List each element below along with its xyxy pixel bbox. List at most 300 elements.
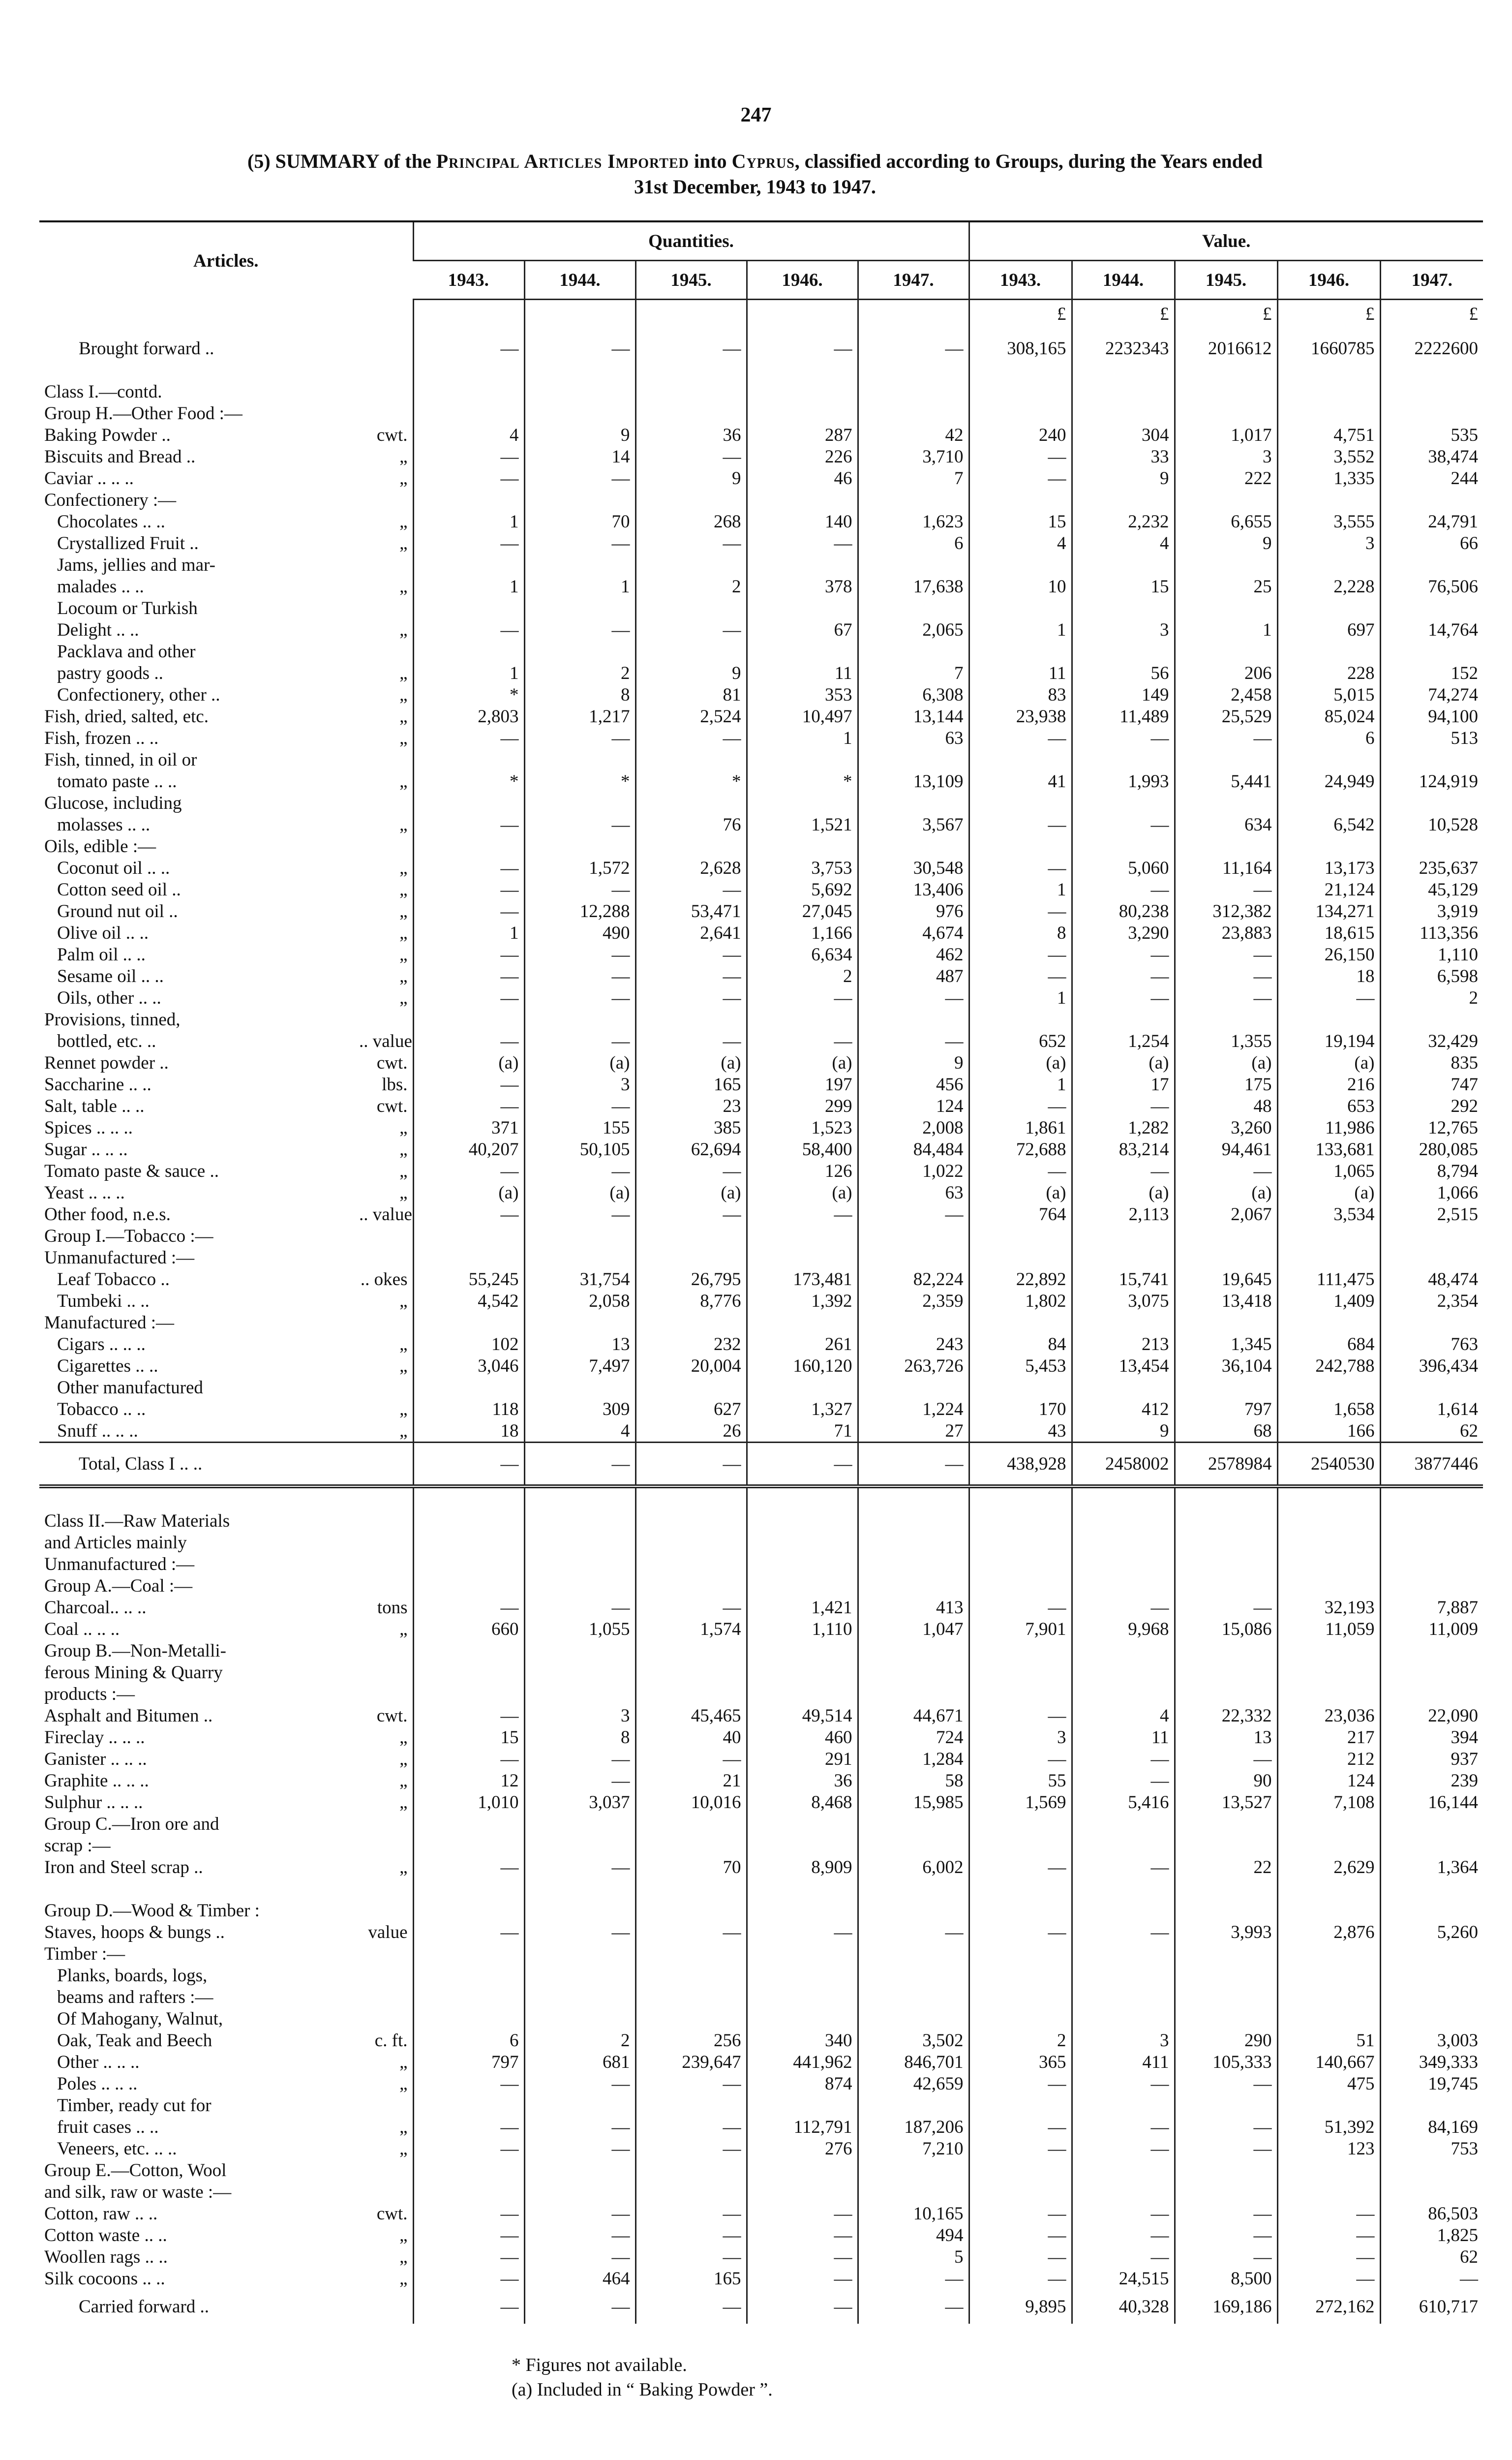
quantity-cell: — bbox=[747, 1203, 858, 1225]
empty-cell bbox=[1175, 1900, 1277, 1921]
quantity-cell: 309 bbox=[524, 1398, 635, 1420]
quantity-cell: — bbox=[524, 1030, 635, 1052]
quantity-cell: 9 bbox=[635, 662, 747, 684]
empty-cell bbox=[1072, 1377, 1175, 1398]
empty-cell bbox=[413, 1575, 524, 1597]
empty-cell bbox=[413, 1247, 524, 1268]
quantity-cell: 45,465 bbox=[635, 1705, 747, 1726]
table-row bbox=[39, 1748, 1483, 1770]
empty-cell bbox=[524, 381, 635, 402]
empty-cell bbox=[969, 1813, 1072, 1835]
quantity-cell: — bbox=[524, 1597, 635, 1618]
quantity-cell: 1,327 bbox=[747, 1398, 858, 1420]
quantity-cell: — bbox=[747, 987, 858, 1009]
value-cell: 11,164 bbox=[1175, 857, 1277, 879]
quantity-cell: 140 bbox=[747, 511, 858, 532]
quantity-cell: 299 bbox=[747, 1095, 858, 1117]
value-cell: 55 bbox=[969, 1770, 1072, 1791]
row-unit: „ bbox=[399, 1291, 408, 1311]
quantity-cell: — bbox=[635, 1160, 747, 1182]
value-cell: 2,629 bbox=[1277, 1856, 1380, 1878]
value-cell: — bbox=[969, 2203, 1072, 2224]
empty-cell bbox=[858, 1247, 969, 1268]
quantity-cell: — bbox=[413, 1921, 524, 1943]
empty-cell bbox=[969, 1312, 1072, 1333]
quantity-cell: — bbox=[747, 1030, 858, 1052]
value-cell: — bbox=[1277, 2268, 1380, 2289]
section-heading-row bbox=[39, 1661, 1483, 1683]
empty-cell bbox=[524, 1312, 635, 1333]
row-label: Manufactured :— bbox=[44, 1313, 175, 1333]
table-row bbox=[39, 2246, 1483, 2268]
empty-cell bbox=[1072, 1486, 1175, 1510]
quantity-cell: (a) bbox=[413, 1052, 524, 1074]
quantity-cell: — bbox=[635, 532, 747, 554]
table-row bbox=[39, 965, 1483, 987]
quantity-cell: 1,022 bbox=[858, 1160, 969, 1182]
empty-cell bbox=[1175, 1965, 1277, 1986]
currency-symbol: £ bbox=[1380, 300, 1483, 325]
value-cell: (a) bbox=[969, 1052, 1072, 1074]
empty-cell bbox=[1277, 1965, 1380, 1986]
value-cell: 32,429 bbox=[1380, 1030, 1483, 1052]
quantity-cell: — bbox=[635, 2246, 747, 2268]
empty-cell bbox=[1175, 1943, 1277, 1965]
value-cell: 1,825 bbox=[1380, 2224, 1483, 2246]
empty-cell bbox=[1380, 489, 1483, 511]
value-cell: 23,036 bbox=[1277, 1705, 1380, 1726]
value-cell: — bbox=[1072, 1748, 1175, 1770]
section-heading-row bbox=[39, 749, 1483, 770]
quantity-cell: 291 bbox=[747, 1748, 858, 1770]
value-cell: (a) bbox=[1277, 1182, 1380, 1203]
empty-cell bbox=[969, 1835, 1072, 1856]
quantity-cell: — bbox=[858, 1203, 969, 1225]
quantity-cell: — bbox=[413, 2246, 524, 2268]
value-cell: 111,475 bbox=[1277, 1268, 1380, 1290]
value-cell: 80,238 bbox=[1072, 900, 1175, 922]
quantity-cell: 660 bbox=[413, 1618, 524, 1640]
value-cell: 83 bbox=[969, 684, 1072, 706]
quantity-cell: — bbox=[413, 619, 524, 641]
row-label bbox=[39, 1486, 413, 1510]
row-label: pastry goods .. bbox=[57, 663, 163, 683]
quantity-cell: — bbox=[524, 2073, 635, 2094]
quantity-cell: 2,359 bbox=[858, 1290, 969, 1312]
value-cell: 19,745 bbox=[1380, 2073, 1483, 2094]
empty-cell bbox=[1072, 1009, 1175, 1030]
empty-cell bbox=[1277, 1640, 1380, 1661]
value-cell: 394 bbox=[1380, 1726, 1483, 1748]
empty-cell bbox=[747, 1312, 858, 1333]
quantity-cell: 13,109 bbox=[858, 770, 969, 792]
quantity-cell: — bbox=[413, 727, 524, 749]
row-unit: „ bbox=[399, 1771, 408, 1791]
currency-spacer bbox=[635, 300, 747, 325]
empty-cell bbox=[1277, 1486, 1380, 1510]
value-cell: 4,751 bbox=[1277, 424, 1380, 446]
quantity-cell: 1,623 bbox=[858, 511, 969, 532]
value-cell: 45,129 bbox=[1380, 879, 1483, 900]
empty-cell bbox=[524, 2159, 635, 2181]
empty-cell bbox=[1072, 1900, 1175, 1921]
empty-cell bbox=[524, 641, 635, 662]
value-cell: 513 bbox=[1380, 727, 1483, 749]
value-cell: 535 bbox=[1380, 424, 1483, 446]
quantity-cell: 4 bbox=[413, 424, 524, 446]
empty-cell bbox=[1072, 1553, 1175, 1575]
table-row bbox=[39, 1398, 1483, 1420]
value-cell: — bbox=[1175, 2203, 1277, 2224]
value-cell: 652 bbox=[969, 1030, 1072, 1052]
quantity-cell: 12 bbox=[413, 1770, 524, 1791]
value-cell: 140,667 bbox=[1277, 2051, 1380, 2073]
value-cell: 8 bbox=[969, 922, 1072, 944]
quantity-cell: 165 bbox=[635, 2268, 747, 2289]
row-unit: „ bbox=[399, 1792, 408, 1813]
quantity-cell: — bbox=[635, 2116, 747, 2138]
empty-cell bbox=[1072, 359, 1175, 381]
quantity-cell: 112,791 bbox=[747, 2116, 858, 2138]
quantity-cell: — bbox=[635, 2203, 747, 2224]
value-cell: 11 bbox=[1072, 1726, 1175, 1748]
empty-cell bbox=[1277, 835, 1380, 857]
quantity-cell: 874 bbox=[747, 2073, 858, 2094]
quantity-cell: 58,400 bbox=[747, 1138, 858, 1160]
quantity-cell: 46 bbox=[747, 467, 858, 489]
empty-cell bbox=[635, 792, 747, 814]
currency-spacer bbox=[39, 300, 413, 325]
empty-cell bbox=[1380, 1575, 1483, 1597]
row-label: Snuff .. .. .. bbox=[57, 1421, 138, 1441]
empty-cell bbox=[1072, 2094, 1175, 2116]
value-cell: 1,282 bbox=[1072, 1117, 1175, 1138]
empty-cell bbox=[1175, 554, 1277, 576]
quantity-cell: 1 bbox=[413, 922, 524, 944]
quantity-cell: 1,521 bbox=[747, 814, 858, 835]
value-cell: 16,144 bbox=[1380, 1791, 1483, 1813]
row-label: Jams, jellies and mar- bbox=[57, 555, 215, 575]
empty-cell bbox=[1277, 2094, 1380, 2116]
empty-cell bbox=[1380, 641, 1483, 662]
row-unit: „ bbox=[399, 1857, 408, 1877]
row-label: Saccharine .. .. bbox=[44, 1075, 151, 1095]
value-cell: 1,065 bbox=[1277, 1160, 1380, 1182]
value-cell: — bbox=[969, 944, 1072, 965]
empty-cell bbox=[413, 792, 524, 814]
empty-cell bbox=[524, 1813, 635, 1835]
value-cell: 1,569 bbox=[969, 1791, 1072, 1813]
quantity-cell: 1,421 bbox=[747, 1597, 858, 1618]
row-unit: cwt. bbox=[376, 425, 408, 445]
quantity-cell: 55,245 bbox=[413, 1268, 524, 1290]
value-cell: — bbox=[1277, 2203, 1380, 2224]
empty-cell bbox=[1072, 1247, 1175, 1268]
row-label: Packlava and other bbox=[57, 642, 196, 662]
empty-cell bbox=[524, 1683, 635, 1705]
empty-cell bbox=[413, 1943, 524, 1965]
row-unit: tons bbox=[377, 1598, 408, 1618]
empty-cell bbox=[524, 1661, 635, 1683]
empty-cell bbox=[524, 1553, 635, 1575]
value-cell: — bbox=[1072, 2138, 1175, 2159]
quantity-cell: 197 bbox=[747, 1074, 858, 1095]
empty-cell bbox=[413, 835, 524, 857]
currency-row bbox=[39, 300, 1483, 325]
quantity-cell: 44,671 bbox=[858, 1705, 969, 1726]
quantity-cell: 173,481 bbox=[747, 1268, 858, 1290]
value-cell: 1,409 bbox=[1277, 1290, 1380, 1312]
value-cell: 13 bbox=[1175, 1726, 1277, 1748]
value-cell: — bbox=[969, 900, 1072, 922]
table-row bbox=[39, 727, 1483, 749]
row-label: and Articles mainly bbox=[44, 1533, 187, 1553]
value-cell: 217 bbox=[1277, 1726, 1380, 1748]
value-cell: 753 bbox=[1380, 2138, 1483, 2159]
row-label: Of Mahogany, Walnut, bbox=[57, 2009, 223, 2029]
row-unit: cwt. bbox=[376, 1096, 408, 1116]
empty-cell bbox=[413, 489, 524, 511]
row-label: Woollen rags .. .. bbox=[44, 2247, 168, 2267]
empty-cell bbox=[1380, 554, 1483, 576]
empty-cell bbox=[969, 1377, 1072, 1398]
value-cell: — bbox=[1072, 1856, 1175, 1878]
quantity-cell: 2,524 bbox=[635, 706, 747, 727]
quantity-cell: 976 bbox=[858, 900, 969, 922]
row-unit: „ bbox=[399, 1139, 408, 1160]
quantity-cell: 456 bbox=[858, 1074, 969, 1095]
quantity-cell: 21 bbox=[635, 1770, 747, 1791]
empty-cell bbox=[858, 1486, 969, 1510]
table-row bbox=[39, 706, 1483, 727]
empty-cell bbox=[1277, 1575, 1380, 1597]
value-cell: 23,883 bbox=[1175, 922, 1277, 944]
quantity-cell: 27,045 bbox=[747, 900, 858, 922]
value-cell: 6,598 bbox=[1380, 965, 1483, 987]
empty-cell bbox=[969, 1553, 1072, 1575]
empty-cell bbox=[747, 835, 858, 857]
currency-spacer bbox=[747, 300, 858, 325]
value-year-header: 1943. bbox=[969, 261, 1072, 300]
empty-cell bbox=[747, 381, 858, 402]
quantity-cell: 26,795 bbox=[635, 1268, 747, 1290]
value-cell: 1 bbox=[969, 879, 1072, 900]
row-label: Cotton seed oil .. bbox=[57, 880, 181, 900]
empty-cell bbox=[635, 1900, 747, 1921]
empty-cell bbox=[1175, 792, 1277, 814]
empty-cell bbox=[413, 1986, 524, 2008]
row-label: Oak, Teak and Beech bbox=[57, 2030, 212, 2051]
empty-cell bbox=[969, 489, 1072, 511]
empty-cell bbox=[858, 1377, 969, 1398]
empty-cell bbox=[635, 1640, 747, 1661]
value-cell: 83,214 bbox=[1072, 1138, 1175, 1160]
empty-cell bbox=[1277, 554, 1380, 576]
value-cell: — bbox=[1175, 2246, 1277, 2268]
quantity-cell: — bbox=[524, 2203, 635, 2224]
empty-cell bbox=[969, 1943, 1072, 1965]
quantity-cell: 8 bbox=[524, 684, 635, 706]
empty-cell bbox=[413, 1813, 524, 1835]
empty-cell bbox=[858, 1943, 969, 1965]
quantity-cell: — bbox=[747, 2224, 858, 2246]
row-unit: „ bbox=[399, 2074, 408, 2094]
currency-symbol: £ bbox=[1277, 300, 1380, 325]
value-cell: 239 bbox=[1380, 1770, 1483, 1791]
page-number: 247 bbox=[740, 104, 772, 126]
quantity-cell: — bbox=[413, 814, 524, 835]
value-cell: 2 bbox=[969, 2030, 1072, 2051]
quantity-cell: — bbox=[413, 1095, 524, 1117]
quantity-cell: — bbox=[524, 325, 635, 359]
empty-cell bbox=[413, 359, 524, 381]
empty-cell bbox=[858, 1986, 969, 2008]
empty-cell bbox=[1072, 1532, 1175, 1553]
empty-cell bbox=[1072, 1640, 1175, 1661]
empty-cell bbox=[1380, 1009, 1483, 1030]
value-cell: 2232343 bbox=[1072, 325, 1175, 359]
quantities-header: Quantities. bbox=[413, 221, 969, 261]
row-label: Biscuits and Bread .. bbox=[44, 447, 196, 467]
value-cell: 240 bbox=[969, 424, 1072, 446]
empty-cell bbox=[858, 2094, 969, 2116]
table-row bbox=[39, 770, 1483, 792]
value-cell: 2222600 bbox=[1380, 325, 1483, 359]
quantity-cell: 2,008 bbox=[858, 1117, 969, 1138]
quantity-cell: 13 bbox=[524, 1333, 635, 1355]
table-row bbox=[39, 684, 1483, 706]
quantity-cell: 494 bbox=[858, 2224, 969, 2246]
empty-cell bbox=[413, 1878, 524, 1900]
quantity-cell: — bbox=[747, 1921, 858, 1943]
table-row bbox=[39, 1138, 1483, 1160]
table-row bbox=[39, 576, 1483, 597]
section-heading-row bbox=[39, 1377, 1483, 1398]
heading-prefix: (5) SUMMARY of the bbox=[247, 150, 436, 172]
value-cell: 1,364 bbox=[1380, 1856, 1483, 1878]
quantity-cell: 268 bbox=[635, 511, 747, 532]
quantity-cell: — bbox=[413, 1160, 524, 1182]
value-cell: 13,418 bbox=[1175, 1290, 1277, 1312]
value-cell: 22,892 bbox=[969, 1268, 1072, 1290]
quantity-year-header: 1945. bbox=[635, 261, 747, 300]
value-cell: 22,332 bbox=[1175, 1705, 1277, 1726]
currency-symbol: £ bbox=[969, 300, 1072, 325]
quantity-cell: — bbox=[635, 1443, 747, 1487]
row-unit: „ bbox=[399, 512, 408, 532]
empty-cell bbox=[747, 1486, 858, 1510]
value-year-header: 1944. bbox=[1072, 261, 1175, 300]
quantity-cell: — bbox=[413, 1597, 524, 1618]
row-unit: cwt. bbox=[376, 2204, 408, 2224]
empty-cell bbox=[858, 1878, 969, 1900]
quantity-cell: 385 bbox=[635, 1117, 747, 1138]
empty-cell bbox=[858, 402, 969, 424]
quantity-cell: 340 bbox=[747, 2030, 858, 2051]
row-unit bbox=[354, 2289, 413, 2324]
section-heading-row bbox=[39, 1835, 1483, 1856]
empty-cell bbox=[524, 1640, 635, 1661]
row-label: Group E.—Cotton, Wool bbox=[44, 2160, 227, 2181]
value-cell: 2016612 bbox=[1175, 325, 1277, 359]
row-label: Unmanufactured :— bbox=[44, 1248, 195, 1268]
row-unit: „ bbox=[399, 901, 408, 922]
empty-cell bbox=[413, 1312, 524, 1333]
empty-cell bbox=[1380, 1813, 1483, 1835]
value-cell: 51 bbox=[1277, 2030, 1380, 2051]
row-unit: „ bbox=[399, 1749, 408, 1769]
table-row bbox=[39, 1420, 1483, 1443]
table-row bbox=[39, 325, 1483, 359]
row-label: Timber :— bbox=[44, 1944, 125, 1964]
quantity-cell: 2 bbox=[524, 2030, 635, 2051]
row-label: Leaf Tobacco .. bbox=[57, 1269, 170, 1290]
empty-cell bbox=[1175, 1510, 1277, 1532]
empty-cell bbox=[969, 792, 1072, 814]
quantity-cell: 187,206 bbox=[858, 2116, 969, 2138]
quantity-cell: 1,166 bbox=[747, 922, 858, 944]
table-row bbox=[39, 879, 1483, 900]
quantity-cell: — bbox=[413, 2116, 524, 2138]
row-unit: „ bbox=[399, 1183, 408, 1203]
quantity-cell: — bbox=[635, 1748, 747, 1770]
quantity-cell: 42,659 bbox=[858, 2073, 969, 2094]
empty-cell bbox=[1072, 597, 1175, 619]
empty-cell bbox=[858, 749, 969, 770]
empty-cell bbox=[747, 792, 858, 814]
table-row bbox=[39, 1030, 1483, 1052]
row-unit: „ bbox=[399, 468, 408, 489]
empty-cell bbox=[635, 1965, 747, 1986]
quantity-cell: — bbox=[524, 1203, 635, 1225]
empty-cell bbox=[1072, 1965, 1175, 1986]
row-label: Ganister .. .. .. bbox=[44, 1749, 147, 1769]
value-cell: 3877446 bbox=[1380, 1443, 1483, 1487]
currency-symbol: £ bbox=[1175, 300, 1277, 325]
quantity-cell: 226 bbox=[747, 446, 858, 467]
quantity-cell: 70 bbox=[635, 1856, 747, 1878]
value-cell: 15 bbox=[969, 511, 1072, 532]
row-unit: „ bbox=[399, 1619, 408, 1639]
empty-cell bbox=[635, 1377, 747, 1398]
empty-cell bbox=[413, 1553, 524, 1575]
empty-cell bbox=[969, 2094, 1072, 2116]
empty-cell bbox=[969, 2008, 1072, 2030]
value-cell: 51,392 bbox=[1277, 2116, 1380, 2138]
quantity-cell: (a) bbox=[635, 1052, 747, 1074]
value-cell: — bbox=[969, 1705, 1072, 1726]
empty-cell bbox=[635, 1986, 747, 2008]
empty-cell bbox=[858, 1009, 969, 1030]
empty-cell bbox=[1380, 1965, 1483, 1986]
empty-cell bbox=[635, 1943, 747, 1965]
row-unit: „ bbox=[399, 533, 408, 554]
row-unit bbox=[354, 1443, 413, 1487]
value-cell: 835 bbox=[1380, 1052, 1483, 1074]
quantity-cell: 261 bbox=[747, 1333, 858, 1355]
quantity-cell: — bbox=[635, 987, 747, 1009]
empty-cell bbox=[969, 1247, 1072, 1268]
row-label: Baking Powder .. bbox=[44, 425, 171, 445]
value-cell: — bbox=[1072, 965, 1175, 987]
quantity-cell: — bbox=[858, 1921, 969, 1943]
value-cell: 280,085 bbox=[1380, 1138, 1483, 1160]
value-cell: — bbox=[969, 857, 1072, 879]
empty-cell bbox=[1277, 1225, 1380, 1247]
value-cell: 32,193 bbox=[1277, 1597, 1380, 1618]
value-cell: (a) bbox=[1175, 1052, 1277, 1074]
empty-cell bbox=[1072, 402, 1175, 424]
